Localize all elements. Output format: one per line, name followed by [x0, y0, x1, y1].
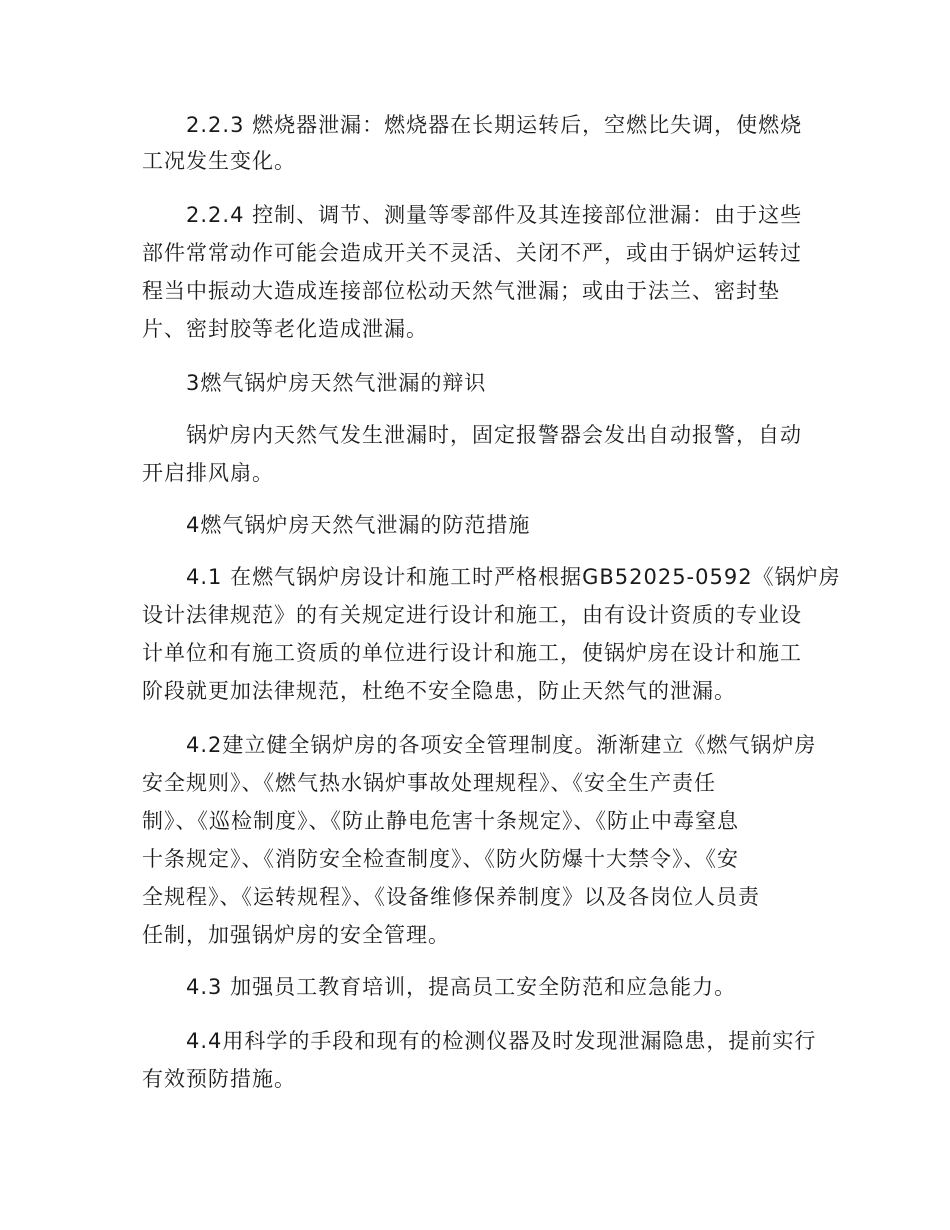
para-2-2-4-line-1: 2.2.4 控制、调节、测量等零部件及其连接部位泄漏：由于这些 [186, 203, 803, 227]
section-3-heading: 3燃气锅炉房天然气泄漏的辩识 [186, 371, 487, 395]
para-4-2-line-3: 制》、《巡检制度》、《防止静电危害十条规定》、《防止中毒窒息 [142, 809, 739, 833]
para-4-4-line-2: 有效预防措施。 [142, 1067, 296, 1091]
para-4-2-line-4: 十条规定》、《消防安全检查制度》、《防火防爆十大禁令》、《安 [142, 847, 739, 871]
para-2-2-4-line-2: 部件常常动作可能会造成开关不灵活、关闭不严，或由于锅炉运转过 [142, 241, 802, 265]
para-4-2-line-5: 全规程》、《运转规程》、《设备维修保养制度》以及各岗位人员责 [142, 885, 760, 909]
para-4-1-line-1: 4.1 在燃气锅炉房设计和施工时严格根据GB52025-0592《锅炉房 [186, 565, 841, 589]
para-2-2-4-line-3: 程当中振动大造成连接部位松动天然气泄漏；或由于法兰、密封垫 [142, 279, 780, 303]
para-4-4-line-1: 4.4用科学的手段和现有的检测仪器及时发现泄漏隐患，提前实行 [186, 1029, 817, 1053]
para-2-2-4-line-4: 片、密封胶等老化造成泄漏。 [142, 317, 428, 341]
para-2-2-3-line-1: 2.2.3 燃烧器泄漏：燃烧器在长期运转后，空燃比失调，使燃烧 [186, 113, 803, 137]
para-4-2-line-2: 安全规则》、《燃气热水锅炉事故处理规程》、《安全生产责任 [142, 771, 716, 795]
para-4-1-line-3: 计单位和有施工资质的单位进行设计和施工，使锅炉房在设计和施工 [142, 641, 802, 665]
para-4-1-line-2: 设计法律规范》的有关规定进行设计和施工，由有设计资质的专业设 [142, 603, 802, 627]
para-4-3-line-1: 4.3 加强员工教育培训，提高员工安全防范和应急能力。 [186, 975, 737, 999]
section-4-heading: 4燃气锅炉房天然气泄漏的防范措施 [186, 513, 531, 537]
para-4-2-line-6: 任制，加强锅炉房的安全管理。 [142, 923, 450, 947]
para-4-2-line-1: 4.2建立健全锅炉房的各项安全管理制度。渐渐建立《燃气锅炉房 [186, 733, 817, 757]
para-3-line-1: 锅炉房内天然气发生泄漏时，固定报警器会发出自动报警，自动 [186, 423, 802, 447]
para-4-1-line-4: 阶段就更加法律规范，杜绝不安全隐患，防止天然气的泄漏。 [142, 679, 736, 703]
para-2-2-3-line-2: 工况发生变化。 [142, 149, 296, 173]
para-3-line-2: 开启排风扇。 [142, 461, 274, 485]
